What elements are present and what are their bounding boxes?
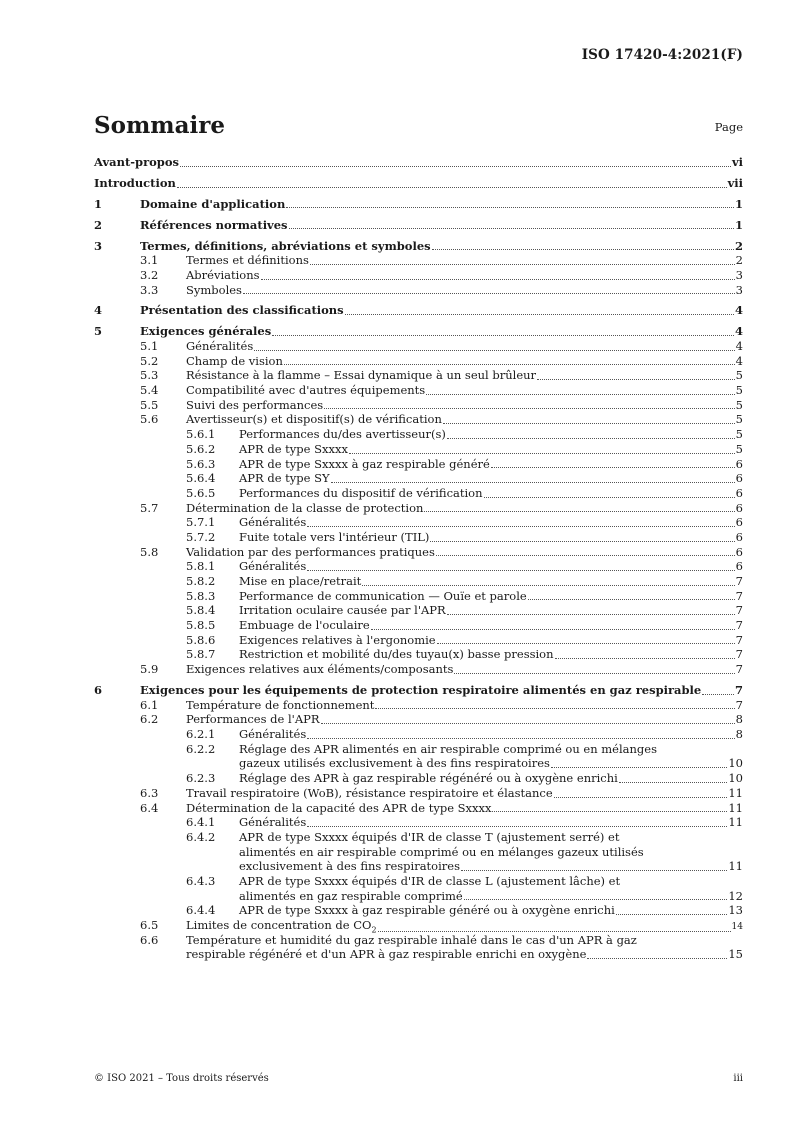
toc-page: 4 <box>735 339 743 353</box>
toc-page: 11 <box>728 815 743 830</box>
toc-entry-5-2[interactable] <box>94 354 743 369</box>
toc-entry-5-9[interactable] <box>94 662 743 677</box>
toc-page: 3 <box>735 267 743 282</box>
toc-number: 5.8.6 <box>186 632 216 647</box>
leader-dots <box>492 811 727 812</box>
toc-page: 7 <box>735 574 743 588</box>
toc-number: 5.5 <box>140 397 159 412</box>
page-title: Sommaire <box>94 112 226 139</box>
toc-page: 6 <box>735 529 743 544</box>
toc-label: Domaine d'application <box>140 196 286 211</box>
toc-label: APR de type Sxxxx à gaz respirable généré <box>239 456 490 471</box>
leader-dots <box>424 511 734 512</box>
toc-page: 8 <box>735 712 743 727</box>
leader-dots <box>537 379 735 380</box>
toc-page: 7 <box>735 697 743 712</box>
leader-dots <box>484 497 735 498</box>
toc-label: Embuage de l'oculaire <box>239 618 370 633</box>
toc-page: 12 <box>728 888 743 903</box>
toc-number: 6.2.1 <box>186 727 216 742</box>
toc-number: 5.6.2 <box>186 441 216 456</box>
toc-entry-avant-propos[interactable] <box>94 155 743 170</box>
toc-page: 4 <box>734 303 743 318</box>
toc-number: 5.6 <box>140 412 159 427</box>
toc-entry-6-4-1[interactable] <box>94 815 743 830</box>
toc-page: 6 <box>735 471 743 486</box>
toc-page: 6 <box>735 515 743 530</box>
toc-number: 6.4.3 <box>186 873 216 888</box>
leader-dots <box>284 364 735 365</box>
toc-entry-6-2[interactable] <box>94 712 743 727</box>
toc-number: 5.8.2 <box>186 574 216 588</box>
leader-dots <box>436 555 735 556</box>
toc-entry-5-3[interactable] <box>94 368 743 383</box>
toc-label: Généralités <box>186 339 254 353</box>
document-id: ISO 17420-4:2021(F) <box>581 47 743 63</box>
toc-label: Réglage des APR à gaz respirable régénéré ou à oxygène enrichi <box>239 771 618 786</box>
leader-dots <box>378 931 731 932</box>
toc-number: 6.2.2 <box>186 741 216 756</box>
page-column-label: Page <box>714 120 743 134</box>
leader-dots <box>555 658 735 659</box>
toc-entry-3-2[interactable] <box>94 268 743 283</box>
toc-number: 5 <box>94 324 103 339</box>
toc-number: 5.9 <box>140 662 159 677</box>
toc-page: 5 <box>735 441 743 456</box>
toc-number: 6.6 <box>140 932 159 947</box>
toc-entry-6-5[interactable] <box>94 918 743 933</box>
leader-dots <box>310 264 735 265</box>
toc-number: 6 <box>94 683 103 697</box>
toc-number: 5.7.2 <box>186 529 216 544</box>
leader-dots <box>426 394 734 395</box>
leader-dots <box>254 350 734 351</box>
toc-number: 3 <box>94 238 103 253</box>
leader-dots <box>321 723 735 724</box>
toc-entry-introduction[interactable] <box>94 176 743 191</box>
toc-page: 14 <box>731 922 743 933</box>
toc-page: 7 <box>735 588 743 603</box>
toc-number: 3.1 <box>140 253 159 268</box>
leader-dots <box>432 249 734 250</box>
toc-entry-5-8-5[interactable] <box>94 618 743 633</box>
toc-number: 5.8 <box>140 544 159 559</box>
toc-number: 5.6.3 <box>186 456 216 471</box>
leader-dots <box>286 207 734 208</box>
toc-label-text: Limites de concentration de CO <box>186 918 372 933</box>
toc-label: Mise en place/retrait <box>239 574 362 588</box>
toc-page: 7 <box>735 647 743 662</box>
toc-entry-5-7-1[interactable] <box>94 515 743 530</box>
toc-number: 6.4.4 <box>186 903 216 918</box>
leader-dots <box>177 187 727 188</box>
toc-number: 6.4.1 <box>186 815 216 830</box>
toc-label <box>186 918 377 933</box>
leader-dots <box>307 826 727 827</box>
toc-entry-4[interactable] <box>94 303 743 318</box>
toc-label: Performance de communication — Ouïe et parole <box>239 588 527 603</box>
toc-label: Termes et définitions <box>186 253 309 268</box>
toc-page: 6 <box>735 456 743 471</box>
toc-page: 7 <box>735 632 743 647</box>
toc-page: 7 <box>735 618 743 633</box>
toc-label: Suivi des performances <box>186 397 324 412</box>
toc-page: 11 <box>728 859 743 874</box>
toc-number: 5.8.3 <box>186 588 216 603</box>
leader-dots <box>554 797 728 798</box>
toc-label: exclusivement à des fins respiratoires <box>239 859 460 874</box>
toc-entry-6-1[interactable] <box>94 698 743 713</box>
toc-label: APR de type Sxxxx équipés d'IR de classe L (ajustement lâche) et <box>239 873 621 888</box>
toc-label: Exigences générales <box>140 324 272 339</box>
toc-label: Température et humidité du gaz respirable inhalé dans le cas d'un APR à gaz <box>186 932 637 947</box>
toc-label: Fuite totale vers l'intérieur (TIL) <box>239 529 430 544</box>
toc-number: 6.2 <box>140 712 159 727</box>
toc-entry-5-6-5[interactable] <box>94 486 743 501</box>
toc-label: gazeux utilisés exclusivement à des fins respiratoires <box>239 756 550 771</box>
toc-entry-5-8-7[interactable] <box>94 647 743 662</box>
toc-number: 3.2 <box>140 267 159 282</box>
toc-label: APR de type SY <box>239 471 330 486</box>
toc-entry-5-8-4[interactable] <box>94 603 743 618</box>
toc-number: 3.3 <box>140 282 159 297</box>
leader-dots <box>619 782 728 783</box>
toc-page: 5 <box>735 397 743 412</box>
leader-dots <box>349 453 735 454</box>
toc-label: Symboles <box>186 282 242 297</box>
toc-entry-3-3[interactable] <box>94 283 743 298</box>
toc-page: 8 <box>735 727 743 742</box>
toc-entry-6-2-3[interactable] <box>94 771 743 786</box>
toc-entry-6-3[interactable] <box>94 786 743 801</box>
toc-page: 10 <box>728 756 743 771</box>
toc-page: 4 <box>735 353 743 368</box>
toc-label: Généralités <box>239 515 307 530</box>
toc-label: Compatibilité avec d'autres équipements <box>186 383 426 398</box>
toc-page: 2 <box>734 238 743 253</box>
toc-label: Présentation des classifications <box>140 303 344 318</box>
toc-number: 5.2 <box>140 353 159 368</box>
toc-number: 6.4 <box>140 800 159 815</box>
toc-label: Abréviations <box>186 267 260 282</box>
toc-entry-1[interactable] <box>94 197 743 212</box>
toc-label: Performances du/des avertisseur(s) <box>239 427 446 442</box>
toc-number: 4 <box>94 303 103 318</box>
toc-number: 2 <box>94 217 103 232</box>
leader-dots <box>491 467 735 468</box>
toc-number: 5.7 <box>140 500 159 515</box>
toc-label: Détermination de la classe de protection <box>186 500 424 515</box>
leader-dots <box>430 541 734 542</box>
toc-page: 6 <box>735 544 743 559</box>
toc-number: 6.2.3 <box>186 771 216 786</box>
table-of-contents <box>94 155 743 962</box>
toc-label: Travail respiratoire (WoB), résistance respiratoire et élastance <box>186 785 553 800</box>
toc-label: Restriction et mobilité du/des tuyau(x) basse pression <box>239 647 554 662</box>
toc-page: 13 <box>728 903 743 918</box>
toc-entry-5-6-1[interactable] <box>94 427 743 442</box>
leader-dots <box>551 767 727 768</box>
toc-entry-5-8-2[interactable] <box>94 574 743 589</box>
toc-label: alimentés en gaz respirable comprimé <box>239 888 463 903</box>
toc-label: Performances de l'APR <box>186 712 320 727</box>
toc-entry-5-6[interactable] <box>94 412 743 427</box>
toc-number: 5.6.5 <box>186 485 216 500</box>
toc-entry-6-4[interactable] <box>94 801 743 816</box>
toc-label: Champ de vision <box>186 353 283 368</box>
leader-dots <box>437 643 735 644</box>
toc-label: APR de type Sxxxx équipés d'IR de classe T (ajustement serré) et <box>239 829 620 844</box>
toc-label: Résistance à la flamme – Essai dynamique à un seul brûleur <box>186 368 537 383</box>
toc-page: 5 <box>735 412 743 427</box>
toc-entry-5-8-6[interactable] <box>94 633 743 648</box>
toc-entry-5-7-2[interactable] <box>94 530 743 545</box>
toc-number: 6.5 <box>140 918 159 933</box>
leader-dots <box>307 526 734 527</box>
toc-label: Avertisseur(s) et dispositif(s) de vérification <box>186 412 442 427</box>
leader-dots <box>461 870 727 871</box>
toc-number: 5.8.1 <box>186 559 216 574</box>
toc-number: 5.4 <box>140 383 159 398</box>
toc-entry-5-6-2[interactable] <box>94 442 743 457</box>
leader-dots <box>464 899 728 900</box>
toc-label: Généralités <box>239 815 307 830</box>
leader-dots <box>324 408 734 409</box>
footer-copyright: © ISO 2021 – Tous droits réservés <box>94 1073 269 1084</box>
toc-number: 1 <box>94 196 103 211</box>
leader-dots <box>307 570 734 571</box>
toc-page: 11 <box>728 785 743 800</box>
toc-entry-2[interactable] <box>94 218 743 233</box>
toc-number: 5.1 <box>140 339 159 353</box>
leader-dots <box>375 708 734 709</box>
toc-entry-6-4-4[interactable] <box>94 903 743 918</box>
leader-dots <box>243 293 735 294</box>
toc-number: 5.6.1 <box>186 427 216 442</box>
leader-dots <box>345 314 734 315</box>
toc-page: 7 <box>734 683 743 697</box>
toc-label: Exigences relatives à l'ergonomie <box>239 632 436 647</box>
toc-number: 6.3 <box>140 785 159 800</box>
toc-label: Généralités <box>239 559 307 574</box>
toc-page: 7 <box>735 662 743 677</box>
leader-dots <box>454 673 734 674</box>
toc-number: 5.8.7 <box>186 647 216 662</box>
footer-page-number: iii <box>733 1073 743 1084</box>
toc-page: 1 <box>734 196 743 211</box>
toc-entry-5-5[interactable] <box>94 398 743 413</box>
leader-dots <box>528 599 735 600</box>
toc-page: 5 <box>735 368 743 383</box>
leader-dots <box>443 423 735 424</box>
leader-dots <box>702 694 734 695</box>
toc-entry-6-4-3[interactable] <box>94 874 743 903</box>
toc-number: 5.7.1 <box>186 515 216 530</box>
toc-number: 6.4.2 <box>186 829 216 844</box>
toc-page: 10 <box>728 771 743 786</box>
toc-page: 7 <box>735 603 743 618</box>
leader-dots <box>616 914 728 915</box>
leader-dots <box>447 438 735 439</box>
toc-entry-3-1[interactable] <box>94 253 743 268</box>
toc-page: 2 <box>735 253 743 268</box>
toc-page: vi <box>731 155 743 169</box>
toc-label: respirable régénéré et d'un APR à gaz respirable enrichi en oxygène <box>186 947 587 962</box>
toc-entry-6-4-2[interactable] <box>94 830 743 874</box>
toc-label: APR de type Sxxxx <box>239 441 348 456</box>
toc-label: Irritation oculaire causée par l'APR <box>239 603 446 618</box>
toc-page: 6 <box>735 500 743 515</box>
toc-page: 4 <box>734 324 743 339</box>
toc-label: Validation par des performances pratiques <box>186 544 435 559</box>
toc-page: 6 <box>735 559 743 574</box>
toc-label: Exigences pour les équipements de protection respiratoire alimentés en gaz respirable <box>140 683 702 697</box>
toc-label: Termes, définitions, abréviations et symboles <box>140 238 431 253</box>
toc-label: Réglage des APR alimentés en air respirable comprimé ou en mélanges <box>239 741 657 756</box>
toc-number: 5.6.4 <box>186 471 216 486</box>
toc-entry-5-1[interactable] <box>94 339 743 354</box>
toc-entry-6-2-2[interactable] <box>94 742 743 771</box>
toc-page: 5 <box>735 427 743 442</box>
toc-entry-5-6-4[interactable] <box>94 471 743 486</box>
leader-dots <box>289 228 734 229</box>
toc-label: APR de type Sxxxx à gaz respirable généré ou à oxygène enrichi <box>239 903 615 918</box>
toc-entry-5-6-3[interactable] <box>94 457 743 472</box>
toc-entry-6[interactable] <box>94 683 743 698</box>
leader-dots <box>261 279 735 280</box>
leader-dots <box>272 335 734 336</box>
toc-label: Exigences relatives aux éléments/composants <box>186 662 454 677</box>
toc-entry-5-8[interactable] <box>94 545 743 560</box>
leader-dots <box>362 585 734 586</box>
toc-label: Généralités <box>239 727 307 742</box>
toc-page: 5 <box>735 383 743 398</box>
toc-number: 5.8.5 <box>186 618 216 633</box>
toc-page: 15 <box>728 947 743 962</box>
leader-dots <box>587 958 727 959</box>
leader-dots <box>371 629 735 630</box>
toc-entry-5-8-1[interactable] <box>94 559 743 574</box>
toc-entry-3[interactable] <box>94 239 743 254</box>
toc-label: alimentés en air respirable comprimé ou en mélanges gazeux utilisés <box>239 844 644 859</box>
toc-entry-6-6[interactable] <box>94 933 743 962</box>
leader-dots <box>307 738 734 739</box>
toc-page: 11 <box>728 800 743 815</box>
toc-label: Température de fonctionnement <box>186 697 375 712</box>
toc-label: Avant-propos <box>94 155 179 169</box>
leader-dots <box>180 166 731 167</box>
toc-label: Introduction <box>94 175 176 190</box>
toc-entry-6-2-1[interactable] <box>94 727 743 742</box>
toc-page: 1 <box>734 217 743 232</box>
toc-label: Détermination de la capacité des APR de type Sxxxx <box>186 800 492 815</box>
toc-page: 3 <box>735 282 743 297</box>
toc-label: Références normatives <box>140 217 288 232</box>
toc-entry-5-7[interactable] <box>94 501 743 516</box>
toc-number: 5.3 <box>140 368 159 383</box>
subscript-2: 2 <box>371 925 377 935</box>
toc-entry-5-4[interactable] <box>94 383 743 398</box>
toc-label: Performances du dispositif de vérification <box>239 485 483 500</box>
leader-dots <box>447 614 735 615</box>
toc-number: 6.1 <box>140 697 159 712</box>
toc-entry-5[interactable] <box>94 324 743 339</box>
toc-number: 5.8.4 <box>186 603 216 618</box>
toc-page: vii <box>727 175 743 190</box>
toc-page: 6 <box>735 485 743 500</box>
toc-entry-5-8-3[interactable] <box>94 589 743 604</box>
leader-dots <box>331 482 735 483</box>
